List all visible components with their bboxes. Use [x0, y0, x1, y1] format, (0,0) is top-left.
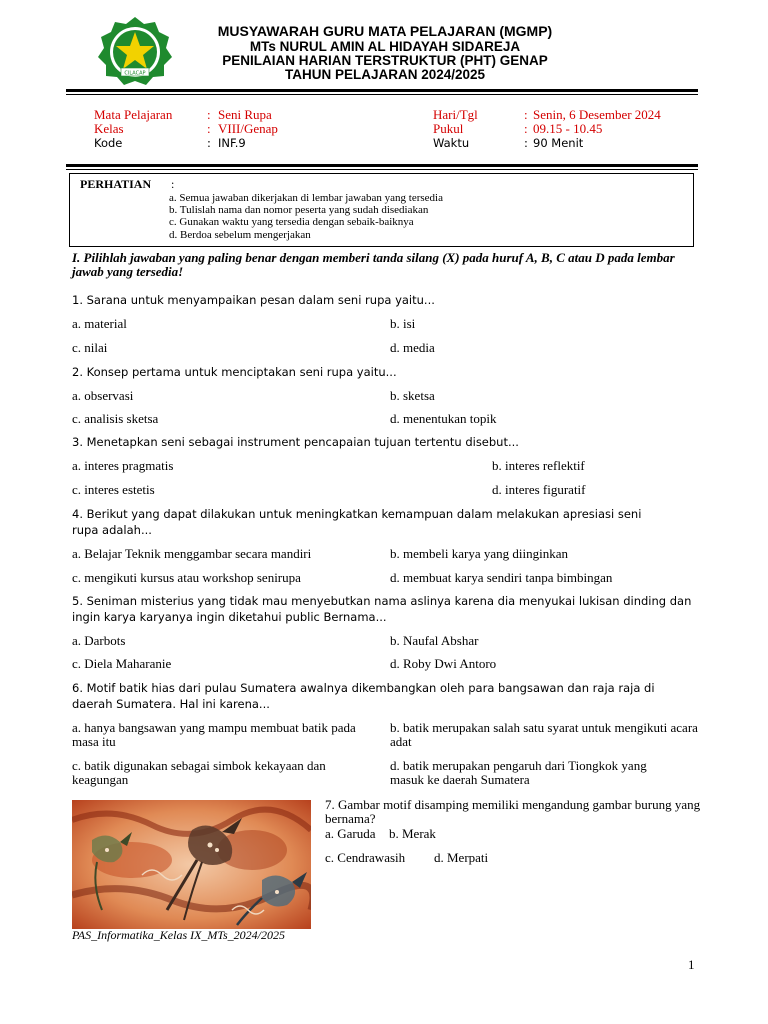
option: d. Merpati	[434, 850, 489, 865]
notice-item: b. Tulislah nama dan nomor peserta yang sudah disediakan	[169, 204, 429, 216]
info-sep: :	[207, 107, 211, 122]
question-2: 2. Konsep pertama untuk menciptakan seni rupa yaitu...	[72, 365, 397, 379]
option: b. interes reflektif	[492, 458, 585, 473]
option: c. mengikuti kursus atau workshop senirupa	[72, 570, 301, 585]
question-4: 4. Berikut yang dapat dilakukan untuk meningkatkan kemampuan dalam melakukan apresiasi seni rupa adalah...	[72, 507, 642, 537]
option: c. analisis sketsa	[72, 411, 159, 426]
option: b. Naufal Abshar	[390, 633, 479, 648]
option: c. Diela Maharanie	[72, 656, 172, 671]
option: d. menentukan topik	[390, 411, 497, 426]
header-rule-thick	[66, 89, 698, 92]
header-line-1: MUSYAWARAH GURU MATA PELAJARAN (MGMP)	[217, 23, 553, 39]
info-label-subject: Mata Pelajaran	[94, 107, 173, 122]
info-sep: :	[524, 136, 528, 150]
page-footer: PAS_Informatika_Kelas IX_MTs_2024/2025	[72, 928, 286, 942]
info-value-time: 09.15 - 10.45	[533, 121, 603, 136]
info-sep: :	[207, 121, 211, 136]
info-label-class: Kelas	[94, 121, 124, 136]
header-rule-thin	[66, 94, 698, 95]
question-6: 6. Motif batik hias dari pulau Sumatera awalnya dikembangkan oleh para bangsawan dan raja raja di daerah Sumatera. Hal ini karena...	[72, 681, 655, 711]
header-line-2: MTs NURUL AMIN AL HIDAYAH SIDAREJA	[249, 39, 521, 54]
info-value-duration: 90 Menit	[533, 136, 584, 150]
option: a. Garuda	[325, 826, 376, 841]
option: a. Darbots	[72, 633, 126, 648]
option: a. hanya bangsawan yang mampu membuat batik pada masa itu	[72, 720, 356, 749]
info-value-code: INF.9	[218, 136, 246, 150]
option: a. Belajar Teknik menggambar secara mandiri	[72, 546, 312, 561]
info-label-code: Kode	[94, 136, 123, 150]
option: b. Merak	[389, 826, 436, 841]
option: c. batik digunakan sebagai simbok kekayaan dan keagungan	[72, 758, 326, 787]
option: d. batik merupakan pengaruh dari Tiongkok yang masuk ke daerah Sumatera	[390, 758, 647, 787]
notice-sep: :	[171, 177, 175, 191]
info-label-time: Pukul	[433, 121, 464, 136]
option: d. media	[390, 340, 435, 355]
notice-box	[69, 173, 694, 247]
option: a. material	[72, 316, 127, 331]
header-line-4: TAHUN PELAJARAN 2024/2025	[284, 67, 486, 82]
notice-item: d. Berdoa sebelum mengerjakan	[169, 229, 311, 241]
option: b. sketsa	[390, 388, 435, 403]
info-sep: :	[207, 136, 211, 150]
option: d. interes figuratif	[492, 482, 586, 497]
school-logo	[96, 16, 174, 86]
info-label-date: Hari/Tgl	[433, 107, 478, 122]
option: b. batik merupakan salah satu syarat untuk mengikuti acara adat	[390, 720, 698, 749]
question-3: 3. Menetapkan seni sebagai instrument pencapaian tujuan tertentu disebut...	[72, 435, 519, 449]
info-value-subject: Seni Rupa	[218, 107, 272, 122]
info-label-duration: Waktu	[433, 136, 470, 150]
question-5: 5. Seniman misterius yang tidak mau menyebutkan nama aslinya karena dia menyukai lukisan dinding dan ingin karya karyanya ingin diketahui public Bernama...	[72, 594, 692, 624]
info-rule-thick	[66, 164, 698, 167]
notice-item: c. Gunakan waktu yang tersedia dengan sebaik-baiknya	[169, 216, 414, 228]
question-1: 1. Sarana untuk menyampaikan pesan dalam seni rupa yaitu...	[72, 293, 435, 307]
logo-text: CILACAP	[124, 70, 146, 77]
info-rule-thin	[66, 169, 698, 170]
info-sep: :	[524, 107, 528, 122]
option: a. observasi	[72, 388, 134, 403]
option: c. interes estetis	[72, 482, 155, 497]
section-instruction: I. Pilihlah jawaban yang paling benar dengan memberi tanda silang (X) pada huruf A, B, C atau D pada lembar jawab yang tersedia!	[72, 250, 675, 279]
option: c. nilai	[72, 340, 108, 355]
option: b. isi	[390, 316, 416, 331]
batik-bird-image	[72, 800, 311, 929]
option: a. interes pragmatis	[72, 458, 174, 473]
info-value-date: Senin, 6 Desember 2024	[533, 107, 661, 122]
page-number: 1	[688, 957, 695, 972]
option: c. Cendrawasih	[325, 850, 406, 865]
info-sep: :	[524, 121, 528, 136]
option: d. Roby Dwi Antoro	[390, 656, 497, 671]
notice-title: PERHATIAN	[80, 177, 152, 191]
question-7: 7. Gambar motif disamping memiliki mengandung gambar burung yang bernama?	[325, 797, 701, 826]
option: d. membuat karya sendiri tanpa bimbingan	[390, 570, 613, 585]
info-value-class: VIII/Genap	[218, 121, 278, 136]
header-line-3: PENILAIAN HARIAN TERSTRUKTUR (PHT) GENAP	[222, 53, 548, 68]
option: b. membeli karya yang diinginkan	[390, 546, 568, 561]
notice-item: a. Semua jawaban dikerjakan di lembar jawaban yang tersedia	[169, 192, 443, 204]
